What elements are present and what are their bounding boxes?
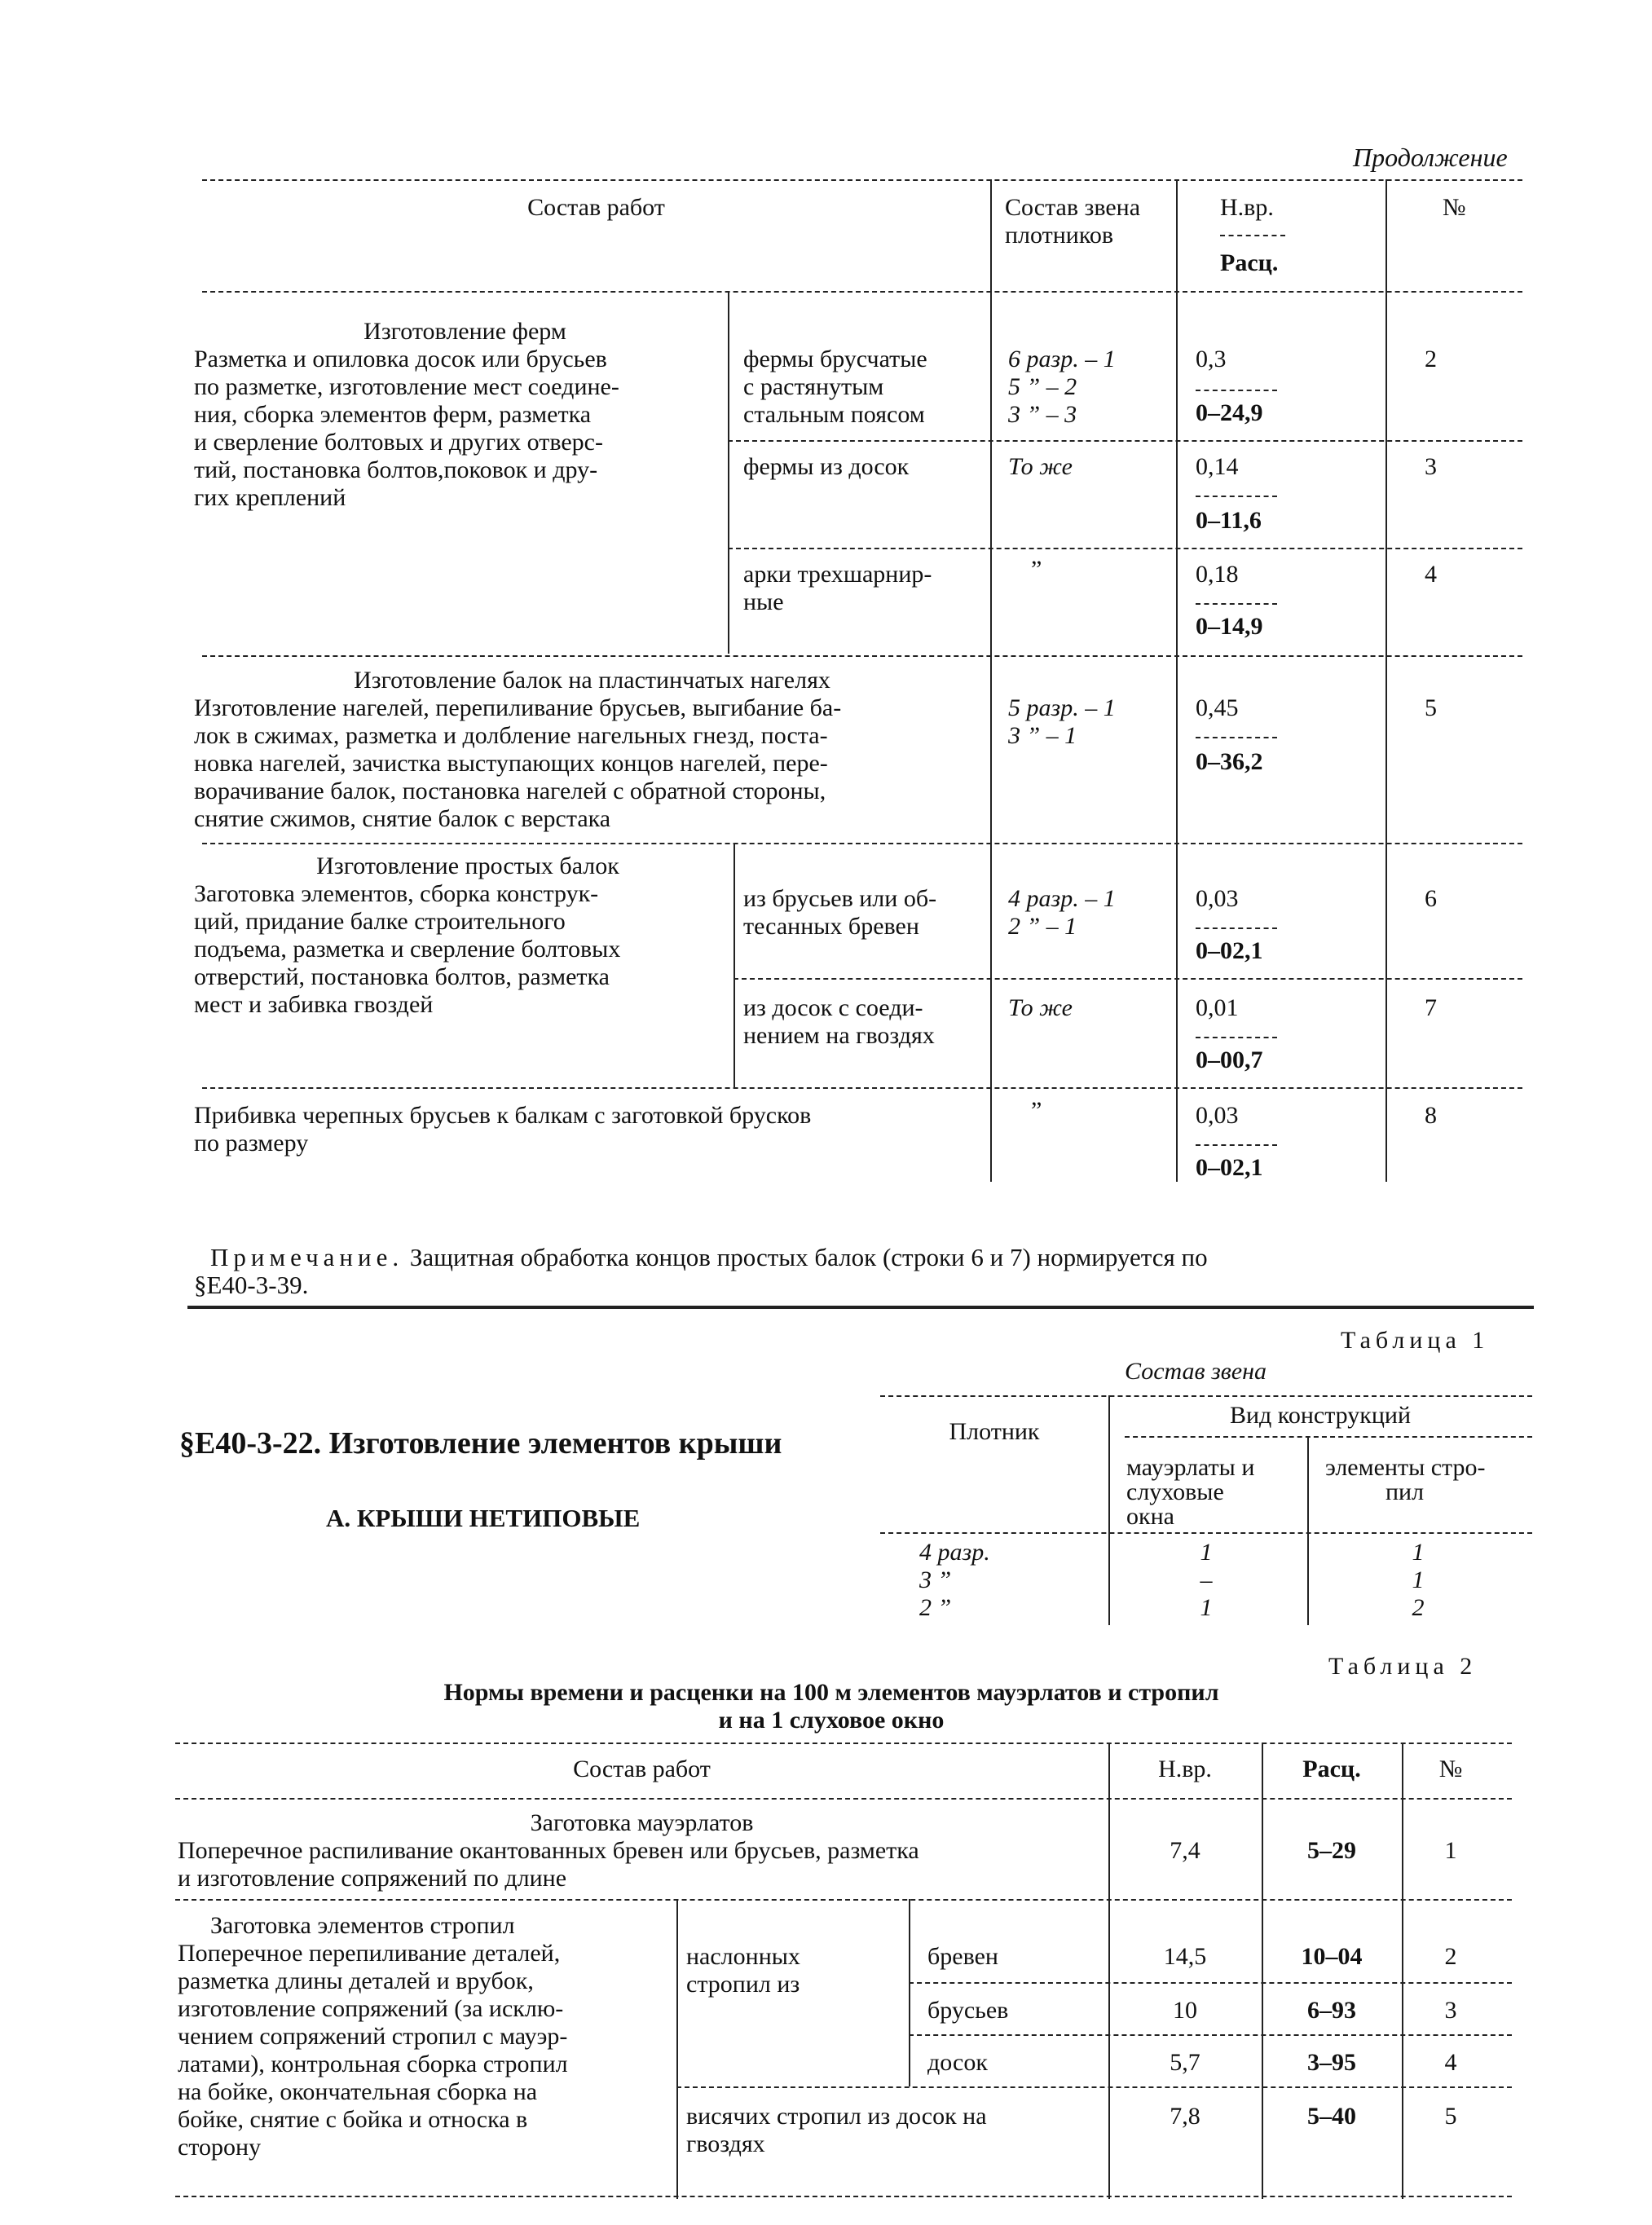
row3-num: 3 (1425, 453, 1437, 480)
table1-col-b-1: элементы стро- (1325, 1454, 1486, 1481)
row3-norm: 0,14 (1196, 453, 1239, 480)
row7-crew-1: То же (1008, 994, 1073, 1021)
table2-row2-norm: 14,5 (1163, 1943, 1207, 1970)
row2-crew-3: 3 ” – 3 (1008, 401, 1077, 428)
row5-crew-2: 3 ” – 1 (1008, 722, 1077, 749)
row5-norm: 0,45 (1196, 694, 1239, 721)
row6-crew-2: 2 ” – 1 (1008, 913, 1077, 940)
row2-fraction-line (1196, 390, 1277, 391)
table1-col-a-2: слуховые (1126, 1478, 1224, 1505)
group3-desc-4: отверстий, постановка болтов, разметка (194, 963, 610, 990)
row5-crew-1: 5 разр. – 1 (1008, 694, 1116, 721)
table2-row3-norm: 10 (1173, 1997, 1197, 2024)
table1-col-divider-2 (1307, 1436, 1309, 1625)
table2-col-divider-norm (1108, 1743, 1110, 2199)
table1-row2-grade: 3 ” (919, 1566, 952, 1593)
row3-rule (728, 548, 1522, 549)
row7-rate: 0–00,7 (1196, 1046, 1263, 1073)
table1-row1-grade: 4 разр. (919, 1539, 990, 1566)
row7-sub-2: нением на гвоздях (743, 1022, 935, 1049)
group3-sub-divider (733, 843, 735, 1087)
row5-rate: 0–36,2 (1196, 748, 1263, 775)
group3-desc-3: подъема, разметка и сверление болтовых (194, 936, 621, 963)
group2-desc-5: снятие сжимов, снятие балок с верстака (194, 805, 611, 832)
row6-rule (733, 978, 1522, 980)
table2-title-1: Нормы времени и расценки на 100 м элементов мауэрлатов и стропил (443, 1679, 1219, 1706)
table2-group2-desc-3: изготовление сопряжений (за исклю- (178, 1995, 564, 2022)
row2-crew-2: 5 ” – 2 (1008, 373, 1077, 400)
header-work: Состав работ (527, 194, 665, 221)
table1-row1-a: 1 (1200, 1539, 1213, 1566)
table1-col-a-3: окна (1126, 1503, 1174, 1530)
row2-crew-1: 6 разр. – 1 (1008, 346, 1116, 372)
row3-fraction-line (1196, 496, 1277, 497)
col-divider-num (1385, 179, 1387, 1182)
table2-row3-material: брусьев (927, 1997, 1009, 2024)
table2-row4-num: 4 (1444, 2049, 1457, 2076)
group4-desc-1: Прибивка черепных брусьев к балкам с заготовкой брусков (194, 1102, 812, 1129)
row2-rate: 0–24,9 (1196, 399, 1263, 426)
table2-row5-norm: 7,8 (1170, 2103, 1200, 2130)
row6-num: 6 (1425, 885, 1437, 912)
table1-top-rule (880, 1395, 1532, 1397)
row6-norm: 0,03 (1196, 885, 1239, 912)
table1-row3-b: 2 (1412, 1594, 1425, 1621)
group1-rule (202, 655, 1522, 657)
table2-header-rate: Расц. (1302, 1756, 1361, 1782)
table2-row2-num: 2 (1444, 1943, 1457, 1970)
table1-row1-b: 1 (1412, 1539, 1425, 1566)
group4-desc-2: по размеру (194, 1130, 309, 1157)
table1-group-rule (1125, 1436, 1532, 1438)
table2-group2-desc-8: сторону (178, 2134, 262, 2161)
table2-header-norm: Н.вр. (1158, 1756, 1212, 1782)
table2-group1-rule (175, 1899, 1512, 1901)
row8-crew-1: ” (1031, 1097, 1042, 1124)
row6-crew-1: 4 разр. – 1 (1008, 885, 1116, 912)
row4-norm: 0,18 (1196, 561, 1239, 588)
table2-label: Таблица 2 (1328, 1653, 1478, 1680)
table2-row1-rate: 5–29 (1307, 1837, 1356, 1864)
note-line-1 (210, 1244, 1208, 1271)
row8-fraction-line (1196, 1144, 1277, 1146)
row2-sub-2: с растянутым (743, 373, 884, 400)
col-divider-norm (1176, 179, 1178, 1182)
row4-rate: 0–14,9 (1196, 613, 1263, 640)
row4-sub-2: ные (743, 588, 784, 615)
table2-row1-norm: 7,4 (1170, 1837, 1200, 1864)
table2-row4-rate: 3–95 (1307, 2049, 1356, 2076)
row6-sub-2: тесанных бревен (743, 913, 919, 940)
table2-row4-rule (676, 2086, 1512, 2088)
table2-row2-rule (909, 1982, 1512, 1984)
table2-group2-desc-7: бойке, снятие с бойка и относка в (178, 2106, 528, 2133)
group1-desc-6: гих креплений (194, 484, 346, 511)
table1-caption: Состав звена (1125, 1358, 1267, 1385)
group2-rule (202, 843, 1522, 844)
table1-col-group: Вид конструкций (1229, 1402, 1412, 1429)
row3-sub-1: фермы из досок (743, 453, 910, 480)
header-fraction-line (1220, 235, 1285, 236)
row6-fraction-line (1196, 927, 1277, 929)
table1-row3-a: 1 (1200, 1594, 1213, 1621)
note-text: Защитная обработка концов простых балок (строки 6 и 7) нормируется по (409, 1243, 1208, 1271)
table2-col-divider-num (1402, 1743, 1403, 2199)
row5-fraction-line (1196, 737, 1277, 738)
group2-desc-1: Изготовление нагелей, перепиливание брусьев, выгибание ба- (194, 694, 842, 721)
row3-rate: 0–11,6 (1196, 507, 1262, 534)
table1-col-carpenter: Плотник (949, 1418, 1040, 1445)
table1-label: Таблица 1 (1341, 1327, 1490, 1354)
table2-group2-desc-4: чением сопряжений стропил с мауэр- (178, 2023, 568, 2050)
table2-title-2: и на 1 слуховое окно (718, 1707, 945, 1734)
table1-row2-b: 1 (1412, 1566, 1425, 1593)
row4-fraction-line (1196, 603, 1277, 605)
table2-row5-num: 5 (1444, 2103, 1457, 2130)
row5-num: 5 (1425, 694, 1437, 721)
section-subtitle: А. КРЫШИ НЕТИПОВЫЕ (326, 1504, 641, 1532)
table2-row3-rule (909, 2034, 1512, 2036)
header-num: № (1443, 194, 1466, 221)
group2-desc-2: лок в сжимах, разметка и долбление нагельных гнезд, поста- (194, 722, 828, 749)
row6-rate: 0–02,1 (1196, 937, 1263, 964)
group1-title: Изготовление ферм (363, 318, 566, 345)
row8-num: 8 (1425, 1102, 1437, 1129)
table2-group1-desc-1: Поперечное распиливание окантованных бревен или брусьев, разметка (178, 1837, 919, 1864)
header-crew: Состав звена плотников (1005, 194, 1141, 249)
table2-sub-divider-2 (909, 1899, 910, 2086)
group3-desc-5: мест и забивка гвоздей (194, 991, 434, 1018)
note-line-2: §Е40-3-39. (194, 1271, 309, 1299)
row2-norm: 0,3 (1196, 346, 1227, 372)
row3-crew-1: То же (1008, 453, 1073, 480)
group1-desc-3: ния, сборка элементов ферм, разметка (194, 401, 592, 428)
group3-desc-1: Заготовка элементов, сборка конструк- (194, 880, 599, 907)
table2-header-rule (175, 1798, 1512, 1800)
group3-desc-2: ций, придание балке строительного (194, 908, 566, 935)
row4-sub-1: арки трехшарнир- (743, 561, 932, 588)
row7-fraction-line (1196, 1037, 1277, 1038)
row7-sub-1: из досок с соеди- (743, 994, 923, 1021)
table2-sub-a-1: наслонных (686, 1943, 800, 1970)
table2-sub-a-2: стропил из (686, 1971, 800, 1998)
table2-group2-desc-2: разметка длины деталей и врубок, (178, 1967, 534, 1994)
continuation-label: Продолжение (1353, 143, 1508, 172)
table2-col-divider-rate (1262, 1743, 1263, 2199)
row8-norm: 0,03 (1196, 1102, 1239, 1129)
row7-num: 7 (1425, 994, 1437, 1021)
table2-top-rule (175, 1743, 1512, 1744)
table2-sub-b-2: гвоздях (686, 2130, 765, 2157)
table2-row2-rate: 10–04 (1301, 1943, 1363, 1970)
table2-group1-desc-2: и изготовление сопряжений по длине (178, 1865, 567, 1892)
row2-rule (728, 440, 1522, 442)
row2-sub-3: стальным поясом (743, 401, 925, 428)
table2-sub-divider-1 (676, 1899, 678, 2199)
row8-rate: 0–02,1 (1196, 1154, 1263, 1181)
group1-desc-1: Разметка и опиловка досок или брусьев (194, 346, 607, 372)
group1-desc-4: и сверление болтовых и других отверс- (194, 429, 603, 456)
col-divider-crew (990, 179, 992, 1182)
group1-desc-5: тий, постановка болтов,поковок и дру- (194, 456, 598, 483)
row2-sub-1: фермы брусчатые (743, 346, 927, 372)
table-top-rule (202, 179, 1522, 181)
table2-sub-b-1: висячих стропил из досок на (686, 2103, 987, 2130)
note-label: Примечание. (210, 1243, 404, 1271)
table1-col-divider-1 (1108, 1395, 1110, 1625)
table-header-rule (202, 291, 1522, 293)
table2-group2-desc-5: латами), контрольная сборка стропил (178, 2051, 568, 2077)
table2-row2-material: бревен (927, 1943, 998, 1970)
row2-num: 2 (1425, 346, 1437, 372)
table2-group2-desc-1: Поперечное перепиливание деталей, (178, 1940, 561, 1967)
table2-bottom-rule (175, 2196, 1512, 2197)
table2-row4-material: досок (927, 2049, 988, 2076)
table2-row5-rate: 5–40 (1307, 2103, 1356, 2130)
table1-col-a-1: мауэрлаты и (1126, 1454, 1255, 1481)
table2-header-work: Состав работ (573, 1756, 711, 1782)
header-norm: Н.вр. (1220, 194, 1274, 221)
table1-col-b-2: пил (1385, 1478, 1425, 1505)
table2-group2-title: Заготовка элементов стропил (210, 1912, 515, 1939)
table2-group2-desc-6: на бойке, окончательная сборка на (178, 2078, 538, 2105)
group2-desc-3: новка нагелей, зачистка выступающих концов нагелей, пере- (194, 750, 828, 777)
table2-header-num: № (1438, 1756, 1463, 1782)
group3-title: Изготовление простых балок (316, 853, 619, 879)
section-title: §Е40-3-22. Изготовление элементов крыши (179, 1426, 782, 1461)
group2-desc-4: ворачивание балок, постановка нагелей с обратной стороны, (194, 778, 826, 804)
row4-num: 4 (1425, 561, 1437, 588)
row7-norm: 0,01 (1196, 994, 1239, 1021)
group2-title: Изготовление балок на пластинчатых нагелях (354, 667, 830, 694)
group1-desc-2: по разметке, изготовление мест соедине- (194, 373, 619, 400)
table2-row3-num: 3 (1444, 1997, 1457, 2024)
table2-row3-rate: 6–93 (1307, 1997, 1356, 2024)
table1-header-rule (880, 1532, 1532, 1534)
table2-group1-title: Заготовка мауэрлатов (530, 1809, 754, 1836)
group3-rule (202, 1087, 1522, 1089)
row6-sub-1: из брусьев или об- (743, 885, 937, 912)
section-separator (187, 1306, 1534, 1309)
header-rate: Расц. (1220, 249, 1279, 276)
table1-row2-a: – (1200, 1566, 1213, 1593)
table2-row1-num: 1 (1444, 1837, 1457, 1864)
row4-crew-1: ” (1031, 556, 1042, 583)
table2-row4-norm: 5,7 (1170, 2049, 1200, 2076)
group1-sub-divider (728, 291, 729, 654)
table1-row3-grade: 2 ” (919, 1594, 952, 1621)
